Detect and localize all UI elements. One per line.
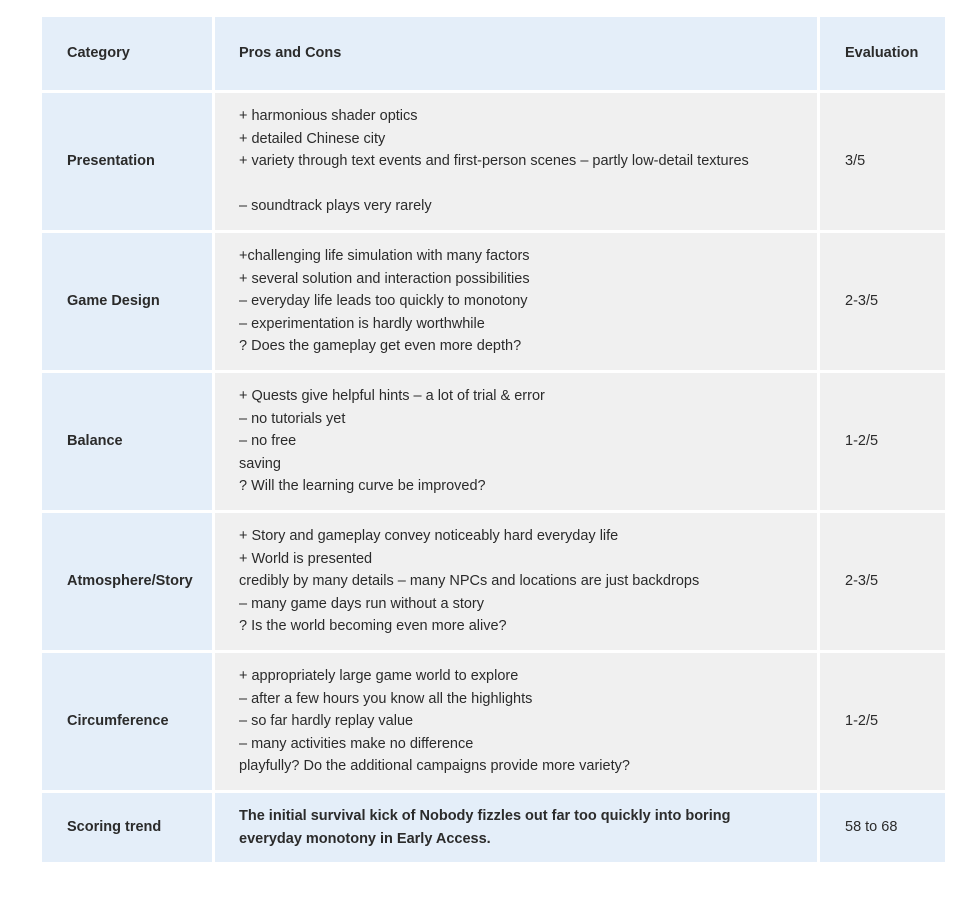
table-header-row xyxy=(42,17,945,93)
table-row xyxy=(42,373,945,513)
scoring-trend-row xyxy=(42,793,945,862)
pros-cons-cell xyxy=(215,373,820,513)
table-row xyxy=(42,93,945,233)
table-row xyxy=(42,653,945,793)
pros-cons-line: ? Does the gameplay get even more depth? xyxy=(239,338,522,355)
evaluation-cell: 1-2/5 xyxy=(820,373,945,513)
evaluation-cell: 3/5 xyxy=(820,93,945,233)
pros-cons-spacer xyxy=(239,173,817,196)
pros-cons-line: + appropriately large game world to explore xyxy=(239,668,519,685)
trend-category-cell: Scoring trend xyxy=(42,793,215,862)
pros-cons-line: +challenging life simulation with many factors xyxy=(239,248,530,265)
pros-cons-line: – many game days run without a story xyxy=(239,595,485,612)
evaluation-cell: 2-3/5 xyxy=(820,233,945,373)
pros-cons-line: – experimentation is hardly worthwhile xyxy=(239,315,485,332)
pros-cons-cell xyxy=(215,513,820,653)
pros-cons-line: + several solution and interaction possibilities xyxy=(239,270,530,287)
category-cell: Game Design xyxy=(42,233,215,373)
pros-cons-line: + detailed Chinese city xyxy=(239,130,386,147)
pros-cons-line: credibly by many details – many NPCs and locations are just backdrops xyxy=(239,573,700,590)
pros-cons-line: + variety through text events and first-person scenes – partly low-detail textures xyxy=(239,153,749,170)
pros-cons-cell xyxy=(215,93,820,233)
pros-cons-cell xyxy=(215,233,820,373)
pros-cons-line: saving xyxy=(239,455,281,472)
evaluation-cell: 1-2/5 xyxy=(820,653,945,793)
pros-cons-line: – so far hardly replay value xyxy=(239,713,414,730)
pros-cons-line: ? Is the world becoming even more alive? xyxy=(239,618,507,635)
pros-cons-line: – no free xyxy=(239,433,297,450)
pros-cons-line: + harmonious shader optics xyxy=(239,108,418,125)
review-table xyxy=(42,17,945,862)
header-category: Category xyxy=(42,17,215,93)
table-row xyxy=(42,513,945,653)
category-cell: Balance xyxy=(42,373,215,513)
pros-cons-line: – everyday life leads too quickly to monotony xyxy=(239,293,528,310)
pros-cons-line: + Quests give helpful hints – a lot of trial & error xyxy=(239,388,545,405)
category-cell: Circumference xyxy=(42,653,215,793)
header-pros-cons: Pros and Cons xyxy=(215,17,820,93)
trend-score-cell: 58 to 68 xyxy=(820,793,945,862)
pros-cons-line: + World is presented xyxy=(239,550,373,567)
pros-cons-line: – many activities make no difference xyxy=(239,735,474,752)
pros-cons-line: – no tutorials yet xyxy=(239,410,346,427)
pros-cons-line: playfully? Do the additional campaigns provide more variety? xyxy=(239,758,630,775)
header-evaluation: Evaluation xyxy=(820,17,945,93)
trend-summary-cell: The initial survival kick of Nobody fizzles out far too quickly into boring everyday monotony in Early Access. xyxy=(215,793,820,862)
pros-cons-line: + Story and gameplay convey noticeably hard everyday life xyxy=(239,528,619,545)
evaluation-cell: 2-3/5 xyxy=(820,513,945,653)
pros-cons-line: – after a few hours you know all the highlights xyxy=(239,690,533,707)
table-row xyxy=(42,233,945,373)
pros-cons-cell xyxy=(215,653,820,793)
pros-cons-line: ? Will the learning curve be improved? xyxy=(239,478,486,495)
category-cell: Presentation xyxy=(42,93,215,233)
pros-cons-line: – soundtrack plays very rarely xyxy=(239,198,432,215)
category-cell: Atmosphere/Story xyxy=(42,513,215,653)
